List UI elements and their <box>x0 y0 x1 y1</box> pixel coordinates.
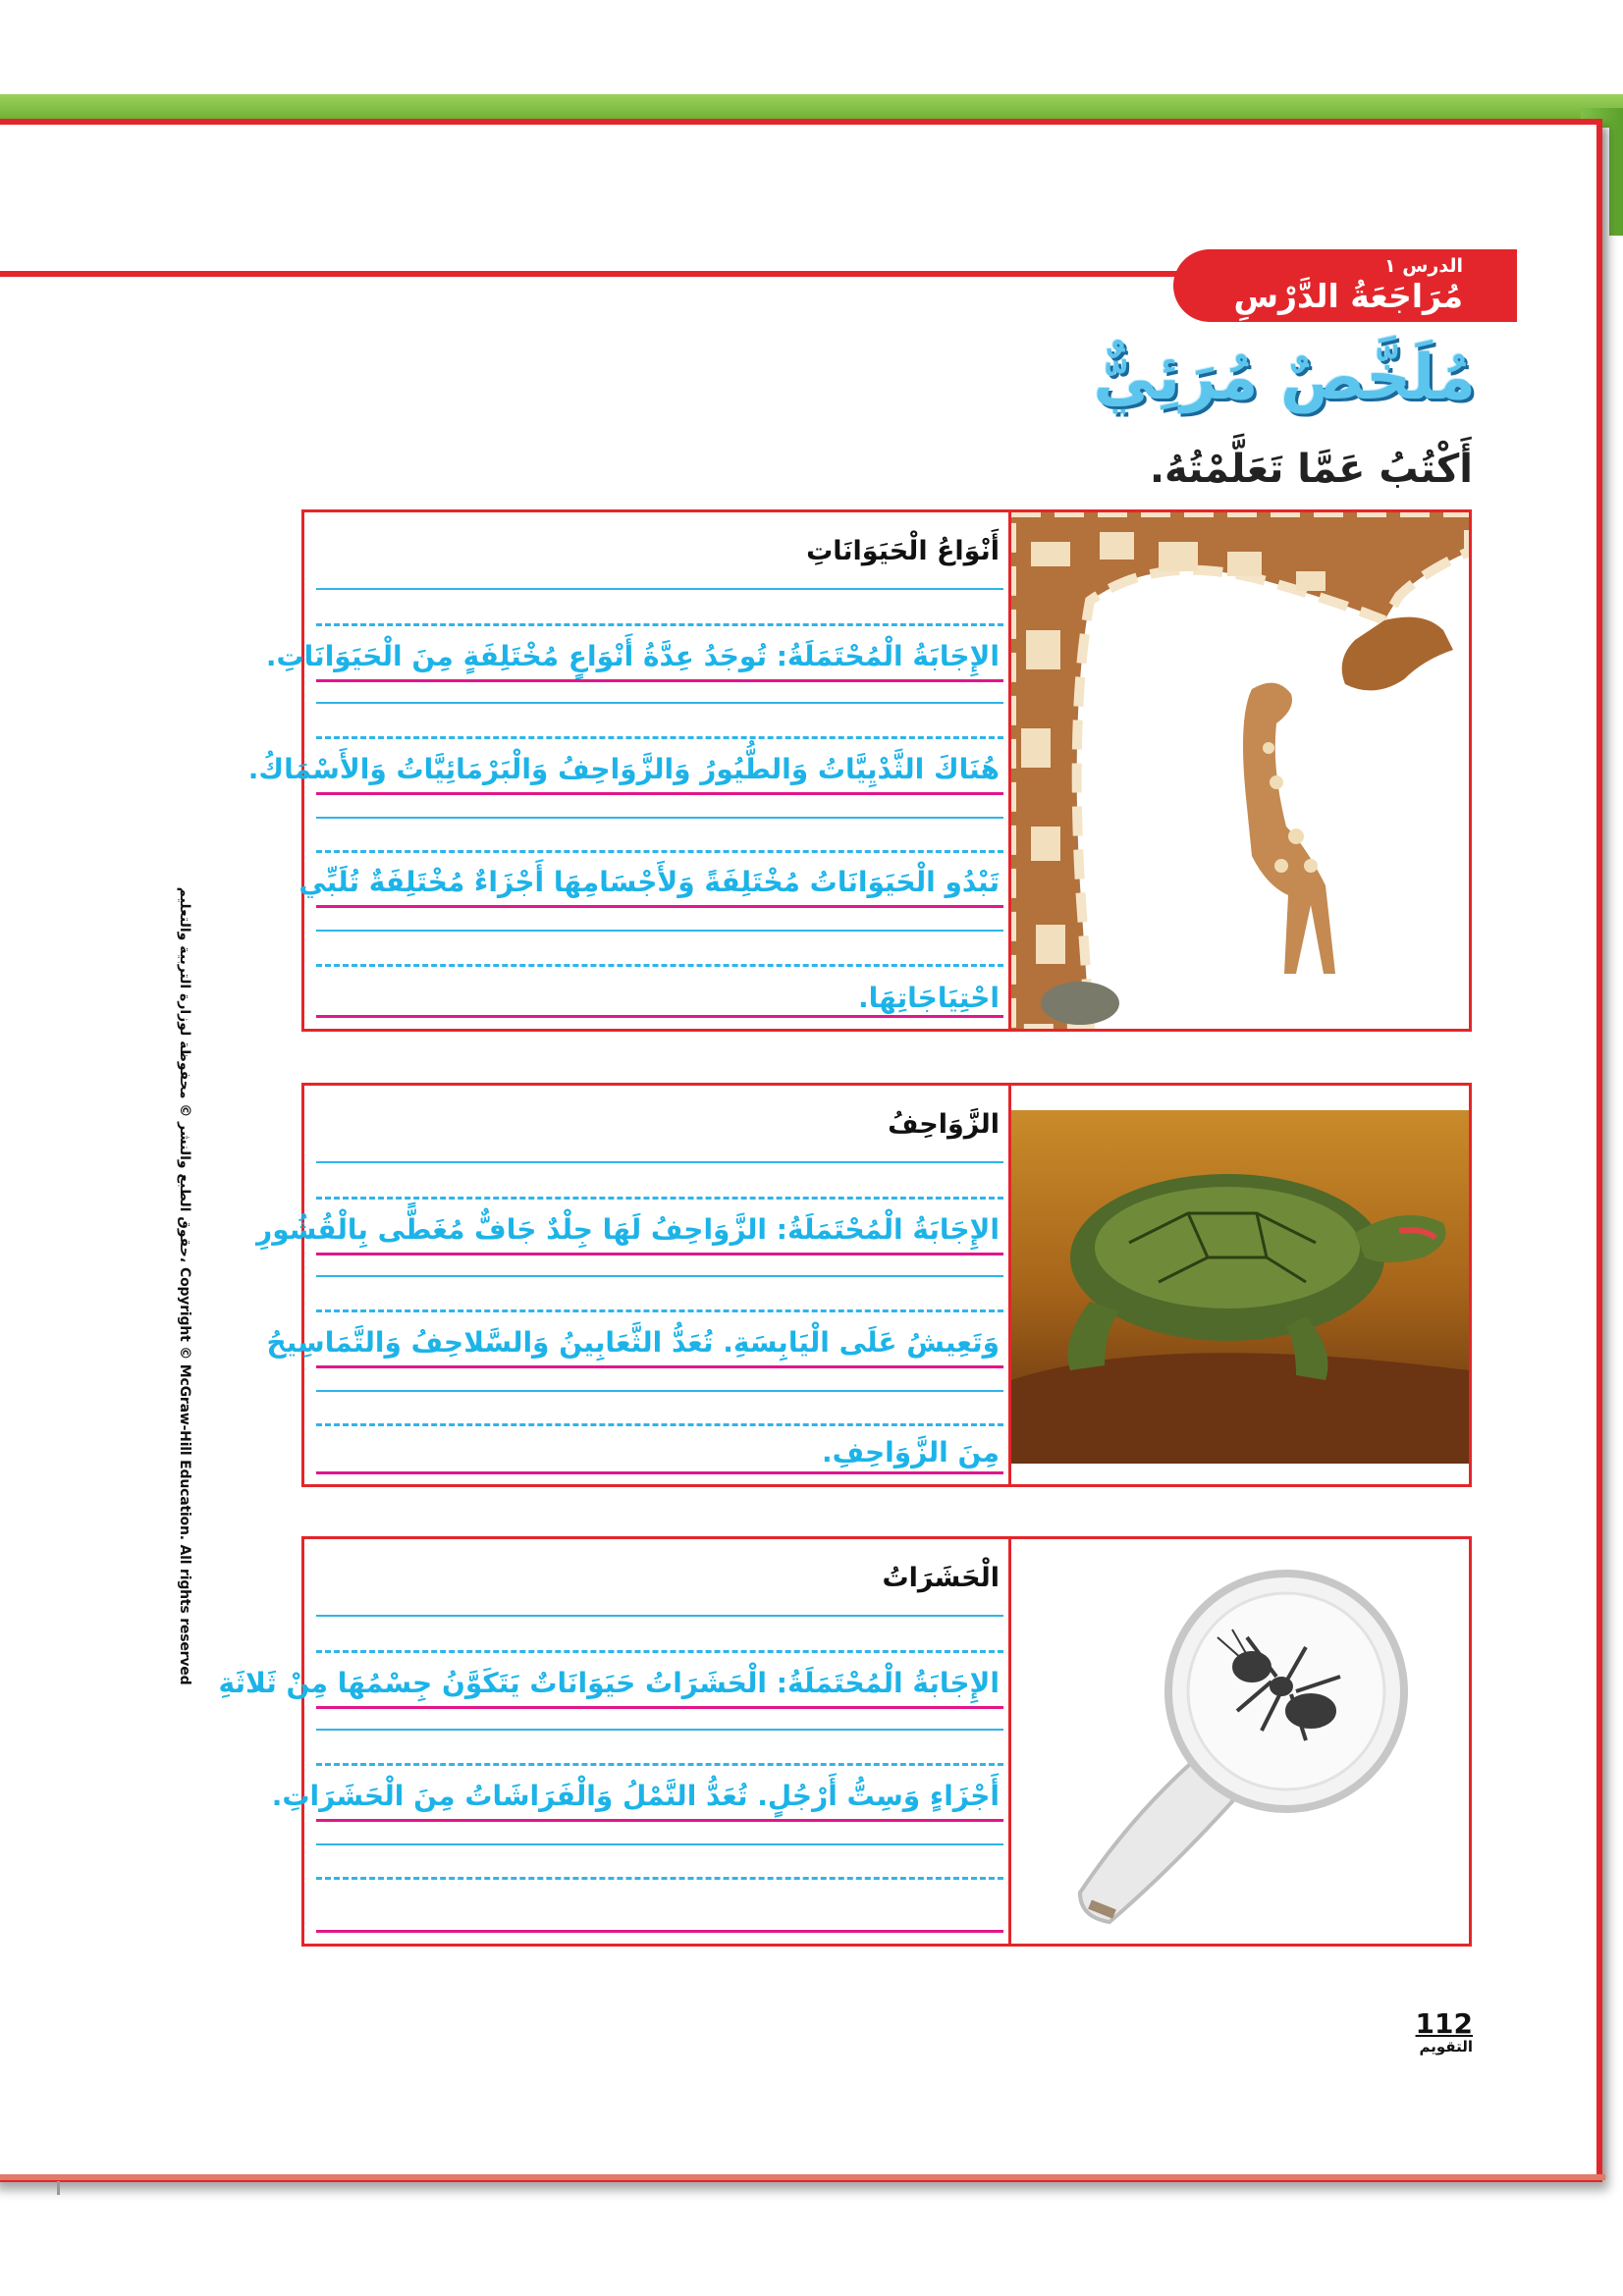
magnifier-ant-illustration <box>1011 1539 1469 1944</box>
answer-line: الإِجَابَةُ الْمُحْتَمَلَةُ: الزَّوَاحِفُ لَهَا جِلْدٌ جَافٌّ مُغَطًّى بِالْقُشُورِ <box>256 1213 1000 1246</box>
writing-line <box>316 588 1003 590</box>
writing-line <box>316 1819 1003 1822</box>
writing-line <box>316 930 1003 932</box>
lesson-label: الدرس ١ <box>1383 255 1463 277</box>
lesson-review-tab <box>1173 249 1517 322</box>
visual-summary-title: مُلَخَّصٌ مُرَئِيٌّ <box>1093 342 1476 414</box>
answer-line: أَجْزَاءٍ وَسِتُّ أَرْجُلٍ. تُعَدُّ النَّمْلُ وَالْفَرَاشَاتُ مِنَ الْحَشَرَاتِ. <box>271 1780 1000 1812</box>
writing-line <box>316 817 1003 819</box>
writing-line <box>316 702 1003 704</box>
summary-box-insects <box>218 1536 1472 1947</box>
instruction-text: أَكْتُبُ عَمَّا تَعَلَّمْتُهُ. <box>1149 447 1473 492</box>
page-number-block <box>1380 2007 1473 2056</box>
writing-line <box>316 1650 1003 1653</box>
box-heading: الْحَشَرَاتُ <box>882 1563 1000 1593</box>
box-heading: أَنْوَاعُ الْحَيَوَانَاتِ <box>806 536 1000 566</box>
summary-box-reptiles <box>256 1083 1472 1487</box>
writing-line <box>316 1390 1003 1392</box>
turtle-photo <box>1008 1086 1469 1484</box>
writing-line <box>316 1706 1003 1709</box>
writing-line <box>316 1253 1003 1255</box>
writing-line <box>316 1275 1003 1277</box>
writing-line <box>316 1161 1003 1163</box>
writing-line <box>316 1309 1003 1312</box>
writing-line <box>316 1015 1003 1018</box>
writing-line <box>316 623 1003 626</box>
header-divider <box>0 271 1178 277</box>
giraffe-illustration <box>1011 512 1469 1029</box>
writing-line <box>316 1197 1003 1200</box>
writing-line <box>316 905 1003 908</box>
writing-line <box>316 1843 1003 1845</box>
copyright-text: حقوق الطبع والنشر © محفوظة لوزارة التربية والتعليم، Copyright © McGraw-Hill Education. All rights reserved <box>177 886 192 1685</box>
writing-line <box>316 792 1003 795</box>
page-number: 112 <box>1415 2007 1473 2040</box>
answer-line: احْتِيَاجَاتِهَا. <box>858 982 1000 1014</box>
copyright-vertical <box>165 550 192 2022</box>
answer-line: مِنَ الزَّوَاحِفِ. <box>822 1436 1000 1468</box>
writing-line <box>316 1877 1003 1880</box>
answer-line: تَبْدُو الْحَيَوَانَاتُ مُخْتَلِفَةً وَلأَجْسَامِهَا أَجْزَاءٌ مُخْتَلِفَةٌ تُلَبِّي <box>298 866 1000 898</box>
writing-line <box>316 1930 1003 1933</box>
writing-line <box>316 1615 1003 1617</box>
writing-line <box>316 1763 1003 1766</box>
answer-line: الإِجَابَةُ الْمُحْتَمَلَةُ: تُوجَدُ عِدَّةُ أَنْوَاعٍ مُخْتَلِفَةٍ مِنَ الْحَيَوَانَاتِ. <box>265 640 1000 672</box>
bottom-band <box>0 2174 1605 2180</box>
writing-line <box>316 679 1003 682</box>
writing-line <box>316 1471 1003 1474</box>
answer-line: هُنَاكَ الثَّدْيِيَّاتُ وَالطُّيُورُ وَالزَّوَاحِفُ وَالْبَرْمَائِيَّاتُ وَالأَسْمَاكُ. <box>247 753 1000 785</box>
turtle-illustration <box>1011 1086 1469 1484</box>
writing-line <box>316 850 1003 853</box>
summary-box-animal-types <box>247 509 1472 1032</box>
giraffes-photo <box>1008 512 1469 1029</box>
unit-label: التقويم <box>1419 2038 1473 2056</box>
writing-line <box>316 1729 1003 1731</box>
writing-line <box>316 1365 1003 1368</box>
answer-line: الإِجَابَةُ الْمُحْتَمَلَةُ: الْحَشَرَاتُ حَيَوَانَاتٌ يَتَكَوَّنُ جِسْمُهَا مِنْ ثَلاثَةِ <box>218 1667 1000 1699</box>
answer-line: وَتَعِيشُ عَلَى الْيَابِسَةِ. تُعَدُّ الثَّعَابِينُ وَالسَّلاحِفُ وَالتَّمَاسِيحُ <box>266 1326 1000 1359</box>
writing-line <box>316 1423 1003 1426</box>
lesson-review-title: مُرَاجَعَةُ الدَّرْسِ <box>1233 277 1463 315</box>
top-green-band <box>0 94 1623 122</box>
box-heading: الزَّوَاحِفُ <box>888 1109 1000 1140</box>
ant-in-magnifier-photo <box>1008 1539 1469 1944</box>
bottom-tick <box>57 2181 60 2195</box>
writing-line <box>316 964 1003 967</box>
writing-line <box>316 736 1003 739</box>
